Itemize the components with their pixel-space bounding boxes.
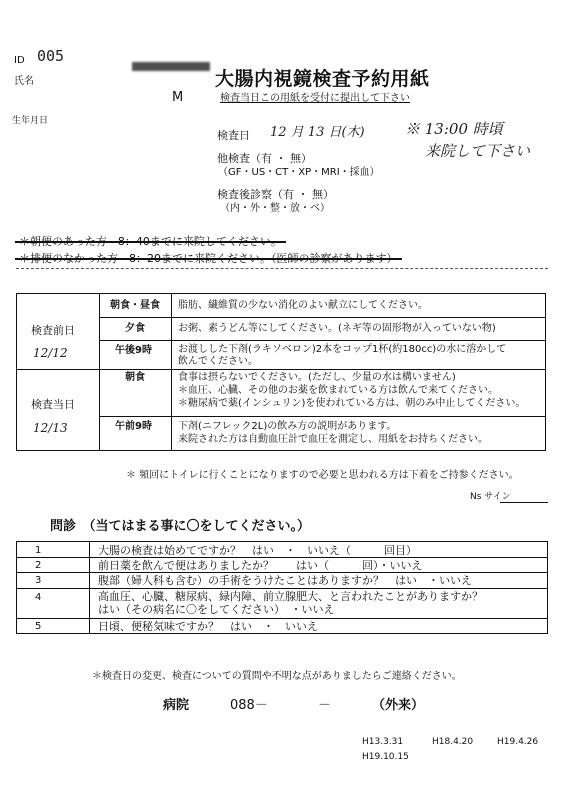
phone-prefix: 088－	[230, 698, 268, 713]
revision-date: H19.10.15	[362, 752, 409, 762]
schedule-time: 午後9時	[115, 345, 152, 356]
post-exam-options: （内・外・整・放・ベ）	[220, 203, 330, 214]
page-title: 大腸内視鏡検査予約用紙	[215, 68, 430, 90]
ns-sign-label: Ns サイン	[470, 492, 511, 502]
schedule-instruction: 下剤(ニフレック2L)の飲み方の説明があります。	[178, 421, 397, 432]
handwritten-note-1: ※ 13:00 時頃	[405, 120, 503, 138]
revision-date: H19.4.26	[497, 737, 539, 747]
schedule-instruction: 脂肪、繊維質の少ない消化のよい献立にしてください。	[178, 300, 428, 311]
schedule-instruction: 来院された方は自動血圧計で血圧を測定し、用紙をお持ちください。	[178, 434, 488, 445]
handwritten-note-2: 来院して下さい	[425, 142, 531, 160]
schedule-time: 夕食	[125, 323, 145, 334]
outpatient-label: （外来）	[372, 698, 425, 713]
divider	[16, 268, 548, 269]
schedule-time: 朝食・昼食	[110, 300, 160, 311]
exam-date-label: 検査日	[217, 129, 250, 142]
question-text: 前日薬を飲んで便はありましたか？ はい（ 回）・いいえ	[98, 559, 423, 572]
question-number: 1	[35, 545, 42, 556]
struck-note-2	[19, 250, 398, 266]
schedule-table	[16, 293, 546, 451]
hospital-label: 病院	[163, 698, 190, 713]
question-text: 腹部（婦人科も含む）の手術をうけたことはありますか？ はい ・いいえ	[98, 574, 472, 587]
other-tests-options: （GF・US・CT・XP・MRI・採血）	[218, 167, 380, 178]
exam-day-label: 検査当日	[31, 398, 75, 411]
dob-label: 生年月日	[12, 116, 49, 126]
schedule-row-sep	[99, 340, 545, 341]
schedule-instruction: 飲んでください。	[178, 356, 258, 367]
id-value: 005	[37, 47, 65, 65]
question-number: 5	[35, 621, 42, 632]
monshin-row-sep	[17, 588, 547, 589]
schedule-time: 朝食	[125, 372, 145, 383]
schedule-time: 午前9時	[115, 421, 152, 432]
schedule-instruction: ＊糖尿病で薬(インシュリン)を使われている方は、朝のみ中止してください。	[178, 398, 526, 409]
phone-dash: －	[318, 698, 332, 713]
exam-date-value: 12 月 13 日(木)	[270, 125, 365, 140]
contact-note: ＊検査日の変更、検査についての質問や不明な点がありましたらご連絡ください。	[92, 671, 462, 682]
monshin-row-sep	[17, 572, 547, 573]
other-tests-label: 他検査（有 ・ 無）	[217, 152, 312, 165]
underwear-note: ＊ 頻回にトイレに行くことになりますので必要と思われる方は下着をご持参ください。	[126, 470, 519, 481]
question-text: 日頃、便秘気味ですか？ はい ・ いいえ	[98, 620, 318, 633]
revision-date: H18.4.20	[432, 737, 474, 747]
exam-day-handwritten: 12/13	[33, 421, 68, 435]
question-text: 大腸の検査は始めてですか？ はい ・ いいえ（ 回目）	[98, 544, 417, 557]
monshin-row-sep	[17, 618, 547, 619]
page-subtitle: 検査当日この用紙を受付に提出して下さい	[220, 93, 410, 104]
question-number: 3	[35, 575, 42, 586]
monshin-table	[16, 541, 548, 634]
schedule-instruction: ＊血圧、心臓、その他のお薬を飲まれている方は飲んで来てください。	[178, 385, 498, 396]
monshin-row-sep	[17, 557, 547, 558]
redacted-name	[132, 62, 210, 71]
revision-date: H13.3.31	[362, 737, 404, 747]
schedule-section-sep	[17, 369, 545, 370]
post-exam-label: 検査後診察（有 ・ 無）	[217, 188, 334, 201]
schedule-instruction: 食事は摂らないでください。(ただし、少量の水は構いません)	[178, 372, 456, 383]
monshin-title: 問診 （当てはまる事に〇をしてください。）	[50, 519, 311, 534]
question-text: 高血圧、心臓、糖尿病、緑内障、前立腺肥大、と言われたことがありますか？	[98, 590, 483, 603]
question-number: 4	[35, 592, 42, 603]
name-label: 氏名	[14, 76, 34, 87]
schedule-instruction: お粥、素うどん等にしてください。(ネギ等の固形物が入っていない物)	[178, 323, 496, 334]
question-number: 2	[35, 560, 42, 571]
struck-note-1	[19, 233, 282, 249]
name-value: M	[172, 90, 184, 105]
schedule-row-sep	[99, 317, 545, 318]
schedule-instruction: お渡しした下剤(ラキソベロン)2本をコップ1杯(約180cc)の水に溶かして	[178, 344, 507, 355]
day-before-handwritten: 12/12	[33, 346, 68, 360]
day-before-label: 検査前日	[31, 324, 75, 337]
id-label: ID	[14, 55, 25, 66]
ns-sign-line	[500, 502, 548, 503]
schedule-row-sep	[99, 416, 545, 417]
question-text: はい（その病名に〇をしてください） ・いいえ	[98, 603, 335, 616]
